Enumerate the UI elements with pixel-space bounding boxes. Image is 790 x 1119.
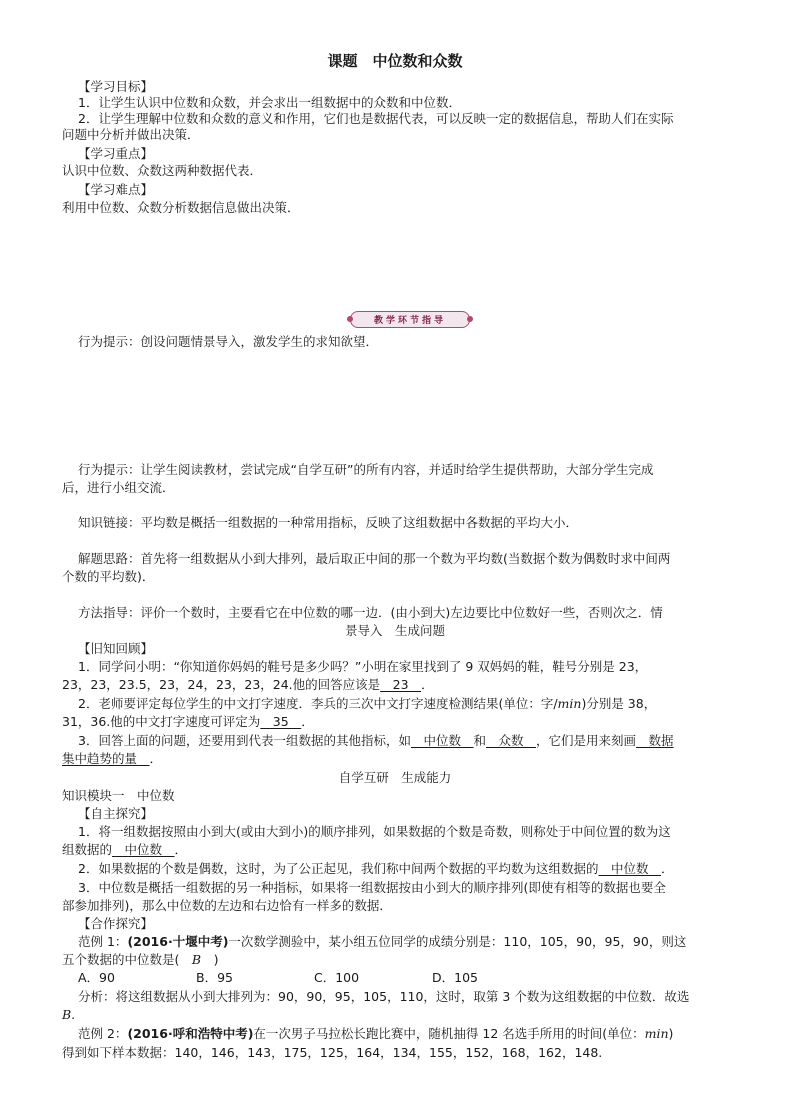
- review-q3-line-1: 3．回答上面的问题，还要用到代表一组数据的其他指标，如 中位数 和 众数 ，它们是用来刻画 数据: [78, 733, 674, 748]
- knowledge-link: 知识链接：平均数是概括一组数据的一种常用指标，反映了这组数据中各数据的平均大小．: [78, 515, 579, 530]
- explore-p1-line-1: 1．将一组数据按照由小到大(或由大到小)的顺序排列，如果数据的个数是奇数，则称处于中间位置的数为这: [78, 824, 671, 839]
- key-text: 认识中位数、众数这两种数据代表．: [62, 163, 263, 178]
- answer-blank: 集中趋势的量: [62, 751, 150, 766]
- explore-p2: 2．如果数据的个数是偶数，这时，为了公正起见，我们称中间两个数据的平均数为这组数据的 中位数 ．: [78, 861, 674, 876]
- teaching-guidance-banner: 教学环节指导: [350, 311, 470, 328]
- option-a: A．90: [78, 970, 115, 985]
- review-q2-line-1: 2．老师要评定每位学生的中文打字速度．李兵的三次中文打字速度检测结果(单位：字/min)分别是 38，: [78, 696, 657, 711]
- goal-2-line-1: 2．让学生理解中位数和众数的意义和作用，它们也是数据代表，可以反映一定的数据信息，帮助人们在实际: [78, 111, 674, 126]
- solution-idea-line-2: 个数的平均数)．: [62, 569, 155, 584]
- answer-blank: 中位数: [598, 861, 661, 876]
- difficulty-text: 利用中位数、众数分析数据信息做出决策．: [62, 200, 300, 215]
- explore-p3-line-2: 部参加排列)，那么中位数的左边和右边恰有一样多的数据．: [62, 898, 392, 913]
- review-q1-line-1: 1．同学问小明：“你知道你妈妈的鞋号是多少吗？”小明在家里找到了 9 双妈妈的鞋，鞋号分别是 23，: [78, 659, 648, 674]
- answer-blank: 23: [380, 677, 422, 692]
- answer-blank: 众数: [486, 733, 537, 748]
- review-q2-line-2: 31，36.他的中文打字速度可评定为 35 ．: [62, 714, 314, 729]
- review-header: 【旧知回顾】: [78, 641, 154, 656]
- answer-blank: 数据: [636, 733, 674, 748]
- answer-blank: 中位数: [112, 842, 175, 857]
- analysis-line-1: 分析：将这组数据从小到大排列为：90，90，95，105，110，这时，取第 3 个数为这组数据的中位数．故选: [78, 989, 690, 1004]
- review-q1-line-2: 23，23，23.5，23，24，23，23，24.他的回答应该是 23 ．: [62, 677, 434, 692]
- goals-header: 【学习目标】: [78, 79, 154, 94]
- method-guidance: 方法指导：评价一个数时，主要看它在中位数的哪一边．(由小到大)左边要比中位数好一些，否则次之．情: [78, 605, 663, 620]
- example-1-line-1: 范例 1：(2016·十堰中考)一次数学测验中，某小组五位同学的成绩分别是：110，105，90，95，90，则这: [78, 934, 687, 949]
- section-heading-intro: 景导入 生成问题: [344, 623, 445, 638]
- module-title: 知识模块一 中位数: [62, 788, 175, 803]
- goal-2-line-2: 问题中分析并做出决策．: [62, 127, 200, 142]
- answer-blank: 35: [260, 714, 302, 729]
- explore-p3-line-1: 3．中位数是概括一组数据的另一种指标，如果将一组数据按由小到大的顺序排列(即使有相等的数据也要全: [78, 880, 666, 895]
- answer-blank: 中位数: [410, 733, 474, 748]
- answer-choice: B: [191, 952, 202, 967]
- explore-p1-line-2: 组数据的 中位数 ．: [62, 842, 188, 857]
- example-2-line-1: 范例 2：(2016·呼和浩特中考)在一次男子马拉松长跑比赛中，随机抽得 12 名选手所用的时间(单位：min): [78, 1026, 674, 1041]
- option-d: D．105: [432, 970, 478, 985]
- solution-idea-line-1: 解题思路：首先将一组数据从小到大排列，最后取正中间的那一个数为平均数(当数据个数为偶数时求中间两: [78, 551, 671, 566]
- review-q3-line-2: 集中趋势的量 ．: [62, 751, 163, 766]
- example-2-line-2: 得到如下样本数据：140，146，143，175，125，164，134，155，152，168，162，148.: [62, 1045, 603, 1060]
- hint-2-line-1: 行为提示：让学生阅读教材，尝试完成“自学互研”的所有内容，并适时给学生提供帮助，大部分学生完成: [78, 462, 654, 477]
- section-heading-study: 自学互研 生成能力: [338, 770, 452, 785]
- option-c: C．100: [314, 970, 360, 985]
- explore-header: 【自主探究】: [78, 806, 154, 821]
- example-1-line-2: 五个数据的中位数是( B ): [62, 952, 219, 967]
- option-b: B．95: [196, 970, 233, 985]
- page-title: 课题 中位数和众数: [327, 52, 463, 70]
- goal-1: 1．让学生认识中位数和众数，并会求出一组数据中的众数和中位数．: [78, 95, 461, 110]
- key-header: 【学习重点】: [78, 146, 154, 161]
- analysis-line-2: B.: [62, 1007, 76, 1022]
- difficulty-header: 【学习难点】: [78, 182, 154, 197]
- coop-header: 【合作探究】: [78, 916, 154, 931]
- hint-1: 行为提示：创设问题情景导入，激发学生的求知欲望．: [78, 334, 379, 349]
- hint-2-line-2: 后，进行小组交流．: [62, 480, 175, 495]
